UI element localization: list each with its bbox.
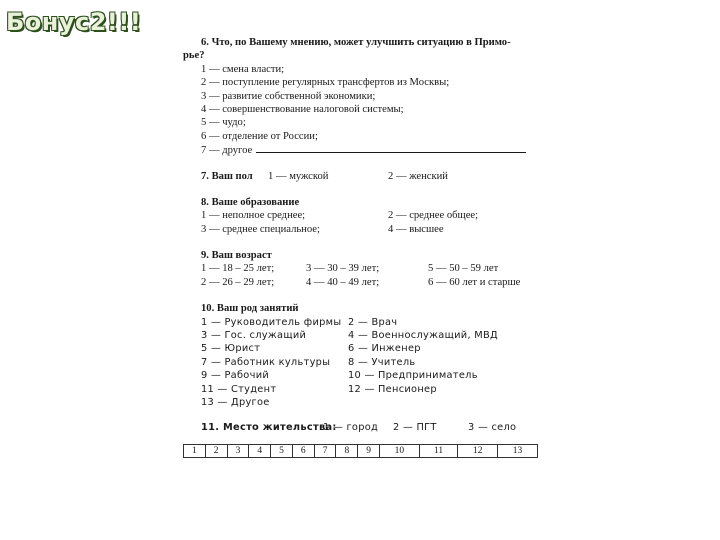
code-number-table: [183, 444, 538, 458]
q6-option: 7 — другое: [201, 145, 253, 157]
q10-option: 6 — Инженер: [348, 343, 421, 355]
code-cell: 6: [292, 445, 314, 458]
code-cell: 2: [205, 445, 227, 458]
code-cell: 4: [249, 445, 271, 458]
q10-option: 7 — Работник культуры: [201, 356, 331, 368]
q10-option: 4 — Военнослужащий, МВД: [348, 330, 498, 342]
q6-heading-line2: рье?: [183, 50, 205, 62]
slide-title: Бонус2!!!: [6, 8, 142, 36]
code-cell: 8: [336, 445, 358, 458]
q6-option: 1 — смена власти;: [201, 63, 285, 75]
q9-option: 3 — 30 – 39 лет;: [306, 263, 380, 275]
q8-row: [183, 209, 538, 222]
code-cell: 11: [419, 445, 457, 458]
q8-option: 2 — среднее общее;: [388, 210, 479, 222]
q10-row: [183, 342, 538, 355]
q11-option: 2 — ПГТ: [393, 422, 437, 434]
q10-row: [183, 383, 538, 396]
code-cell: 7: [314, 445, 336, 458]
q8-option: 4 — высшее: [388, 223, 444, 235]
q10-row: [183, 369, 538, 382]
code-cell: 10: [380, 445, 420, 458]
q10-option: 5 — Юрист: [201, 343, 261, 355]
q9-option: 4 — 40 – 49 лет;: [306, 276, 380, 288]
q10-row: [183, 396, 538, 409]
code-number-row: [184, 445, 538, 458]
q6-option: 4 — совершенствование налоговой системы;: [201, 103, 404, 115]
questionnaire-document: [183, 36, 538, 435]
q10-option: 13 — Другое: [201, 396, 270, 408]
code-cell: 13: [498, 445, 538, 458]
q7-option: 1 — мужской: [268, 170, 329, 182]
q9-option: 6 — 60 лет и старше: [428, 276, 521, 288]
q6-heading-line1: 6. Что, по Вашему мнению, может улучшить ситуацию в Примо-: [201, 37, 511, 48]
q9-option: 1 — 18 – 25 лет;: [201, 263, 275, 275]
q7-option: 2 — женский: [388, 170, 448, 182]
q9-option: 2 — 26 – 29 лет;: [201, 276, 275, 288]
q10-option: 9 — Рабочий: [201, 370, 270, 382]
q7-row: [183, 170, 538, 183]
q9-row: [183, 276, 538, 289]
q10-heading: 10. Ваш род занятий: [201, 303, 299, 315]
q11-option: 1 — город: [323, 422, 379, 434]
q10-row: [183, 329, 538, 342]
q6-option: 5 — чудо;: [201, 117, 246, 129]
q8-heading: 8. Ваше образование: [201, 196, 300, 208]
code-cell: 9: [358, 445, 380, 458]
q10-option: 3 — Гос. служащий: [201, 330, 307, 342]
q10-option: 8 — Учитель: [348, 356, 416, 368]
q6-option: 3 — развитие собственной экономики;: [201, 90, 376, 102]
q10-option: 1 — Руководитель фирмы: [201, 316, 342, 328]
q9-option: 5 — 50 – 59 лет: [428, 263, 499, 275]
code-cell: 5: [271, 445, 293, 458]
q10-row: [183, 356, 538, 369]
code-cell: 1: [184, 445, 206, 458]
q10-option: 11 — Студент: [201, 383, 277, 395]
q9-heading: 9. Ваш возраст: [201, 250, 272, 262]
q8-option: 3 — среднее специальное;: [201, 223, 320, 235]
q9-row: [183, 262, 538, 275]
q6-option: 2 — поступление регулярных трансфертов из Москвы;: [201, 77, 450, 89]
code-cell: 3: [227, 445, 249, 458]
q10-option: 10 — Предприниматель: [348, 370, 478, 382]
q7-heading: 7. Ваш пол: [201, 170, 253, 182]
answer-blank-line: [256, 143, 526, 153]
q10-option: 2 — Врач: [348, 316, 398, 328]
q10-option: 12 — Пенсионер: [348, 383, 437, 395]
q8-row: [183, 223, 538, 236]
q11-row: [183, 421, 538, 434]
q11-option: 3 — село: [468, 422, 517, 434]
q10-row: [183, 316, 538, 329]
q6-option: 6 — отделение от России;: [201, 130, 318, 142]
q11-heading: 11. Место жительства:: [201, 422, 337, 434]
code-cell: 12: [458, 445, 498, 458]
q6-option-other: [183, 143, 538, 156]
q8-option: 1 — неполное среднее;: [201, 210, 306, 222]
